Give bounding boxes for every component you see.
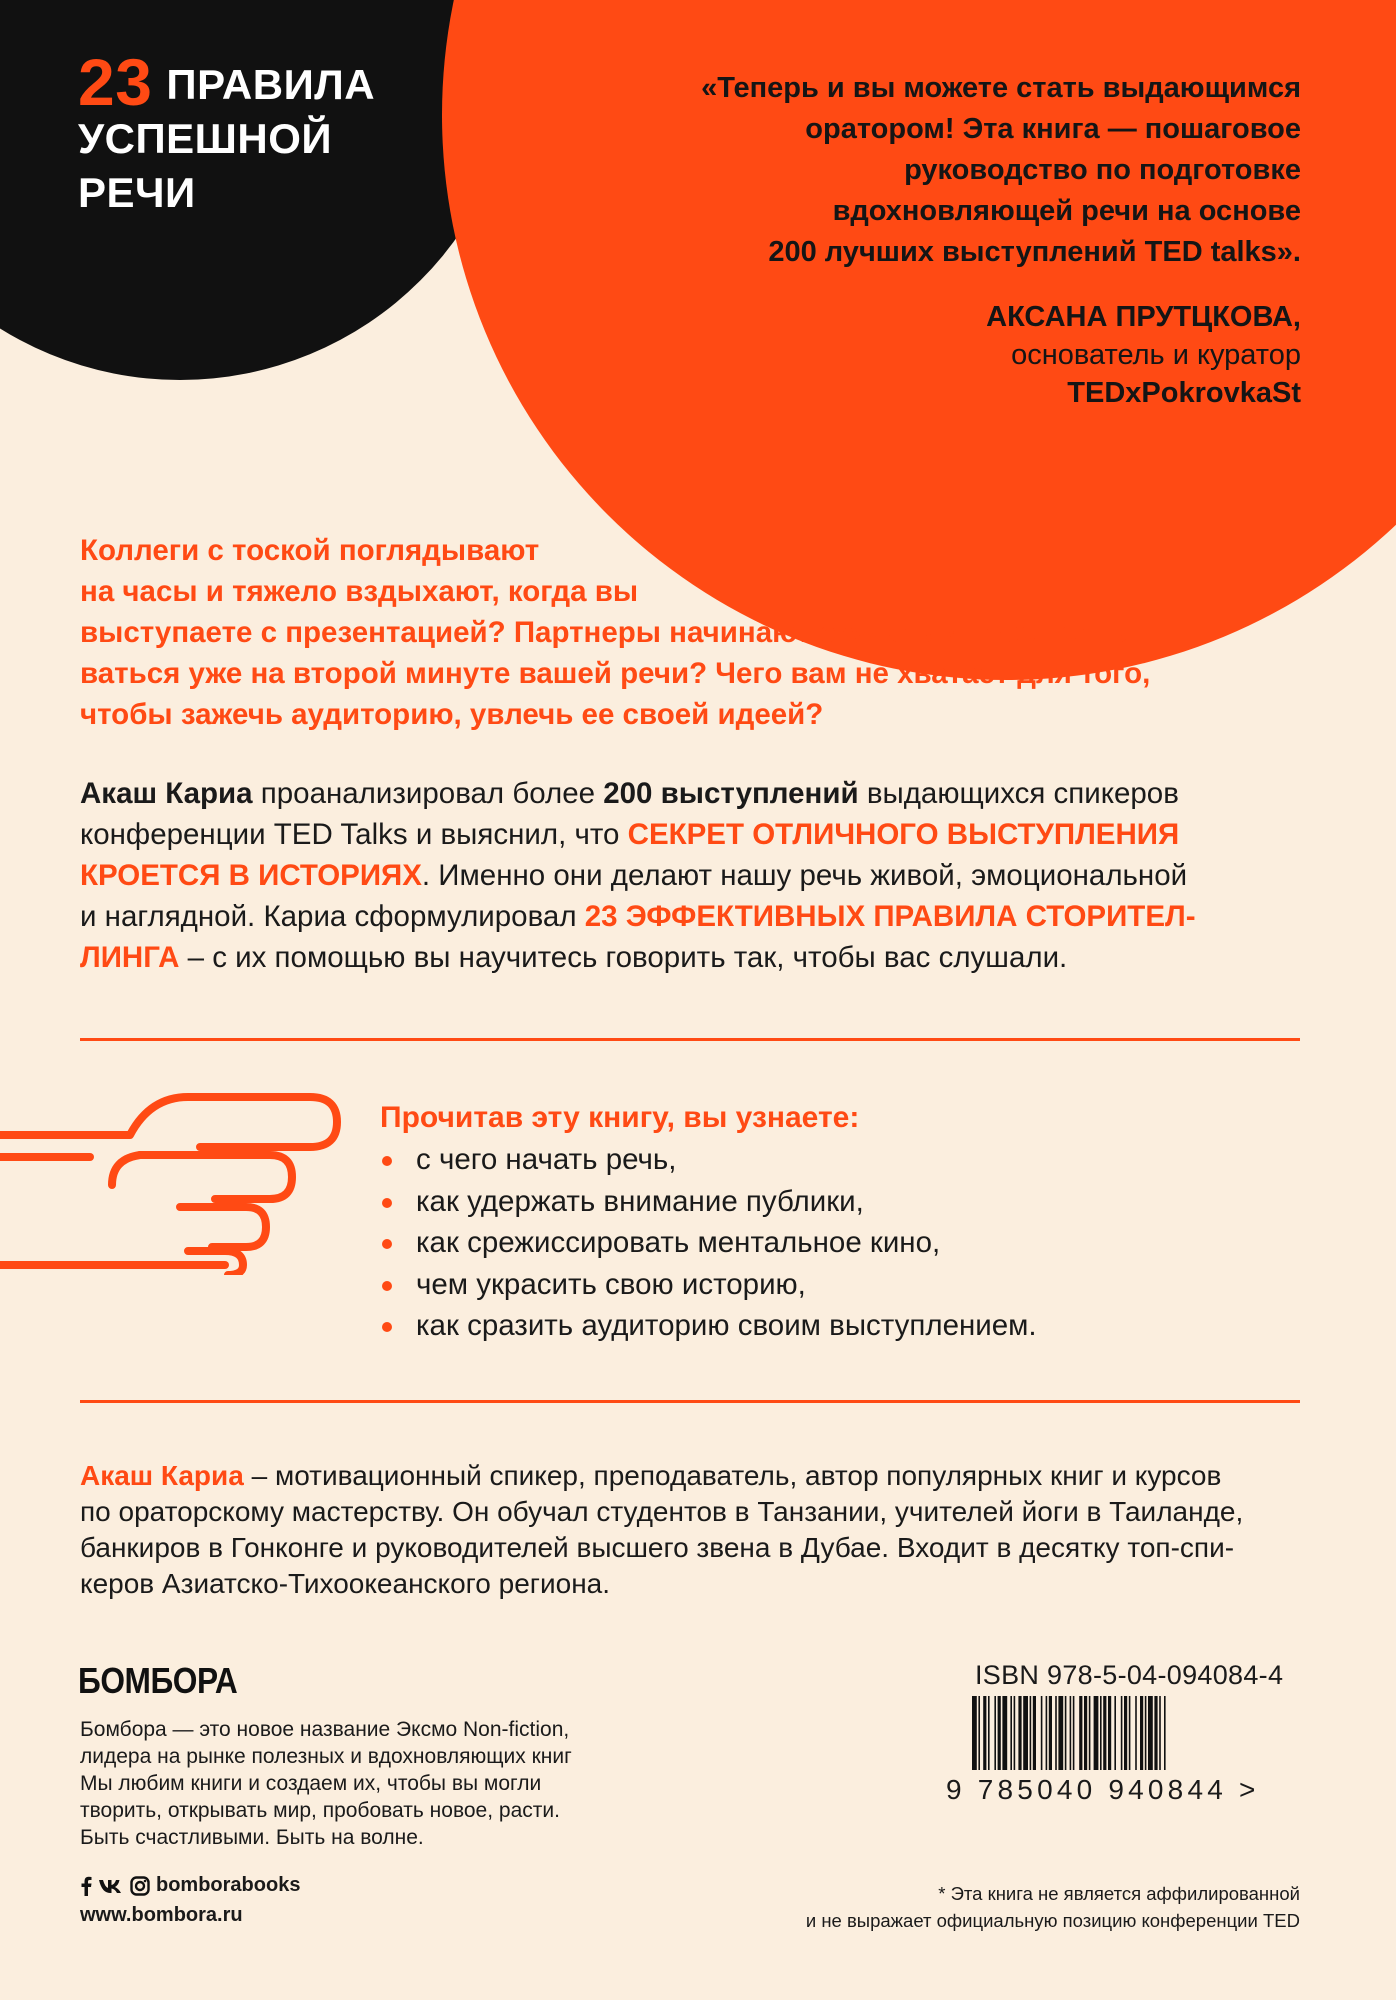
barcode-bar	[1140, 1696, 1143, 1770]
barcode-bar	[1070, 1696, 1072, 1770]
highlight-rules-end: ЛИНГА	[80, 941, 180, 974]
barcode-digits: 9 785040 940844 >	[946, 1774, 1260, 1805]
barcode-bar	[1033, 1696, 1036, 1770]
list-item	[380, 1181, 1280, 1223]
social-links	[80, 1874, 300, 1897]
quote-author	[986, 298, 1301, 412]
barcode-bar	[1103, 1696, 1106, 1770]
barcode-bar	[1079, 1696, 1082, 1770]
title-number: 23	[78, 45, 153, 119]
book-title	[78, 45, 376, 220]
about-author-name: Акаш Кариа	[80, 1460, 244, 1491]
publisher-text-line: творить, открывать мир, пробовать новое, расти.	[80, 1799, 560, 1822]
barcode-bar	[1049, 1696, 1052, 1770]
para-text: и наглядной. Кариа сформулировал	[80, 900, 585, 933]
website-link[interactable]: www.bombora.ru	[80, 1904, 243, 1926]
list-item-text: как срежиссировать ментальное кино,	[416, 1226, 941, 1259]
barcode-bar	[988, 1696, 990, 1770]
barcode-bar	[1073, 1696, 1075, 1770]
title-line-1: ПРАВИЛА	[166, 61, 376, 108]
barcode-bar	[1065, 1696, 1067, 1770]
para-text: конференции TED Talks и выяснил, что	[80, 818, 628, 851]
quote-author-org: TEDxPokrovkaSt	[1067, 377, 1301, 409]
learn-list	[380, 1139, 1280, 1347]
divider-bottom	[80, 1400, 1300, 1403]
about-text: по ораторскому мастерству. Он обучал студентов в Танзании, учителей йоги в Таиланде,	[80, 1496, 1244, 1527]
intro-line: на часы и тяжело вздыхают, когда вы	[80, 575, 639, 608]
description-paragraph	[80, 773, 1320, 978]
disclaimer	[806, 1880, 1300, 1934]
barcode-bar	[1010, 1696, 1012, 1770]
barcode-bar	[1018, 1696, 1021, 1770]
bullet-icon	[382, 1322, 392, 1332]
highlight-rules: 23 ЭФФЕКТИВНЫХ ПРАВИЛА СТОРИТЕЛ-	[584, 900, 1196, 933]
intro-line: ваться уже на второй минуте вашей речи? Чего вам не хватает для того,	[80, 657, 1151, 690]
barcode-bar	[1014, 1696, 1016, 1770]
list-item	[380, 1222, 1280, 1264]
publisher-text-line: лидера на рынке полезных и вдохновляющих книг	[80, 1745, 572, 1768]
para-text: . Именно они делают нашу речь живой, эмоциональной	[421, 859, 1188, 892]
barcode-bar	[978, 1696, 980, 1770]
barcode-bar	[1046, 1696, 1048, 1770]
list-item	[380, 1305, 1280, 1347]
quote-line: вдохновляющей речи на основе	[832, 195, 1301, 227]
barcode-bar	[1135, 1696, 1137, 1770]
bullet-icon	[382, 1239, 392, 1249]
disclaimer-line: и не выражает официальную позицию конференции TED	[805, 1910, 1300, 1931]
quote-line: руководство по подготовке	[904, 154, 1301, 186]
bullet-icon	[382, 1156, 392, 1166]
publisher-description	[80, 1716, 700, 1851]
barcode-bar	[1164, 1696, 1166, 1770]
list-item-text: с чего начать речь,	[416, 1143, 677, 1176]
barcode-bar	[1058, 1696, 1063, 1770]
publisher-text-line: Бомбора — это новое название Эксмо Non-fiction,	[80, 1718, 570, 1741]
learn-title: Прочитав эту книгу, вы узнаете:	[380, 1101, 860, 1134]
about-text: банкиров в Гонконге и руководителей высшего звена в Дубае. Входит в десятку топ-спи-	[80, 1532, 1235, 1563]
barcode-bar	[972, 1696, 977, 1770]
barcode-bar	[1041, 1696, 1043, 1770]
quote-line: оратором! Эта книга — пошаговое	[805, 113, 1301, 145]
highlight-secret: СЕКРЕТ ОТЛИЧНОГО ВЫСТУПЛЕНИЯ	[627, 818, 1180, 851]
publisher-logo: БОМБОРА	[78, 1660, 238, 1701]
facebook-icon[interactable]	[80, 1876, 92, 1896]
disclaimer-line: * Эта книга не является аффилированной	[938, 1883, 1300, 1904]
instagram-icon[interactable]	[130, 1876, 150, 1896]
about-text: керов Азиатско-Тихоокеанского региона.	[80, 1568, 611, 1599]
highlight-stories: КРОЕТСЯ В ИСТОРИЯХ	[80, 859, 422, 892]
divider-top	[80, 1038, 1300, 1041]
about-text: – мотивационный спикер, преподаватель, автор популярных книг и курсов	[243, 1460, 1222, 1491]
isbn-label: ISBN 978-5-04-094084-4	[975, 1660, 1284, 1690]
barcode-bar	[1055, 1696, 1057, 1770]
barcode-bar	[1100, 1696, 1102, 1770]
barcode-bar	[1084, 1696, 1087, 1770]
about-author	[80, 1458, 1320, 1602]
pointing-hand-icon	[0, 1085, 350, 1275]
para-text: выдающихся спикеров	[858, 777, 1179, 810]
list-item	[380, 1264, 1280, 1306]
barcode	[972, 1696, 1278, 1770]
bullet-icon	[382, 1198, 392, 1208]
publisher-text-line: Быть счастливыми. Быть на волне.	[80, 1826, 424, 1849]
barcode-bar	[1129, 1696, 1131, 1770]
barcode-bar	[1124, 1696, 1127, 1770]
learn-section	[380, 1097, 1280, 1347]
quote-line: «Теперь и вы можете стать выдающимся	[701, 72, 1301, 104]
barcode-bar	[983, 1696, 986, 1770]
barcode-bar	[1148, 1696, 1153, 1770]
list-item-text: чем украсить свою историю,	[416, 1267, 806, 1301]
intro-text	[80, 530, 1320, 735]
para-text: проанализировал более	[252, 777, 604, 810]
barcode-bar	[1159, 1696, 1161, 1770]
list-item-text: как сразить аудиторию своим выступлением.	[416, 1309, 1037, 1342]
intro-line: чтобы зажечь аудиторию, увлечь ее своей идеей?	[80, 698, 824, 731]
barcode-bar	[1094, 1696, 1099, 1770]
list-item	[380, 1139, 1280, 1181]
author-name: Акаш Кариа	[80, 777, 253, 810]
barcode-bar	[1089, 1696, 1091, 1770]
talk-count: 200 выступлений	[603, 777, 859, 810]
barcode-bar	[1108, 1696, 1111, 1770]
para-text: – с их помощью вы научитесь говорить так, чтобы вас слушали.	[179, 941, 1068, 974]
quote-author-role: основатель и куратор	[1011, 339, 1301, 371]
quote-author-name: АКСАНА ПРУТЦКОВА,	[986, 301, 1301, 333]
barcode-bar	[1121, 1696, 1123, 1770]
barcode-bar	[1145, 1696, 1147, 1770]
title-line-2: УСПЕШНОЙ	[78, 115, 333, 162]
barcode-bar	[1030, 1696, 1032, 1770]
intro-line: выступаете с презентацией? Партнеры начинают скучать и перешепты-	[80, 616, 1145, 649]
title-line-3: РЕЧИ	[78, 169, 196, 216]
publisher-text-line: Мы любим книги и создаем их, чтобы вы могли	[80, 1772, 542, 1795]
bullet-icon	[382, 1281, 392, 1291]
barcode-bar	[1002, 1696, 1007, 1770]
barcode-bar	[1023, 1696, 1028, 1770]
vk-icon[interactable]	[98, 1878, 124, 1894]
barcode-bar	[1154, 1696, 1157, 1770]
quote-line: 200 лучших выступлений TED talks».	[768, 236, 1301, 268]
social-handle[interactable]: bomborabooks	[156, 1874, 301, 1896]
barcode-bar	[994, 1696, 996, 1770]
barcode-bar	[998, 1696, 1001, 1770]
intro-line: Коллеги с тоской поглядывают	[80, 534, 540, 567]
endorsement-quote	[541, 68, 1301, 273]
list-item-text: как удержать внимание публики,	[416, 1184, 864, 1218]
barcode-bar	[1114, 1696, 1116, 1770]
